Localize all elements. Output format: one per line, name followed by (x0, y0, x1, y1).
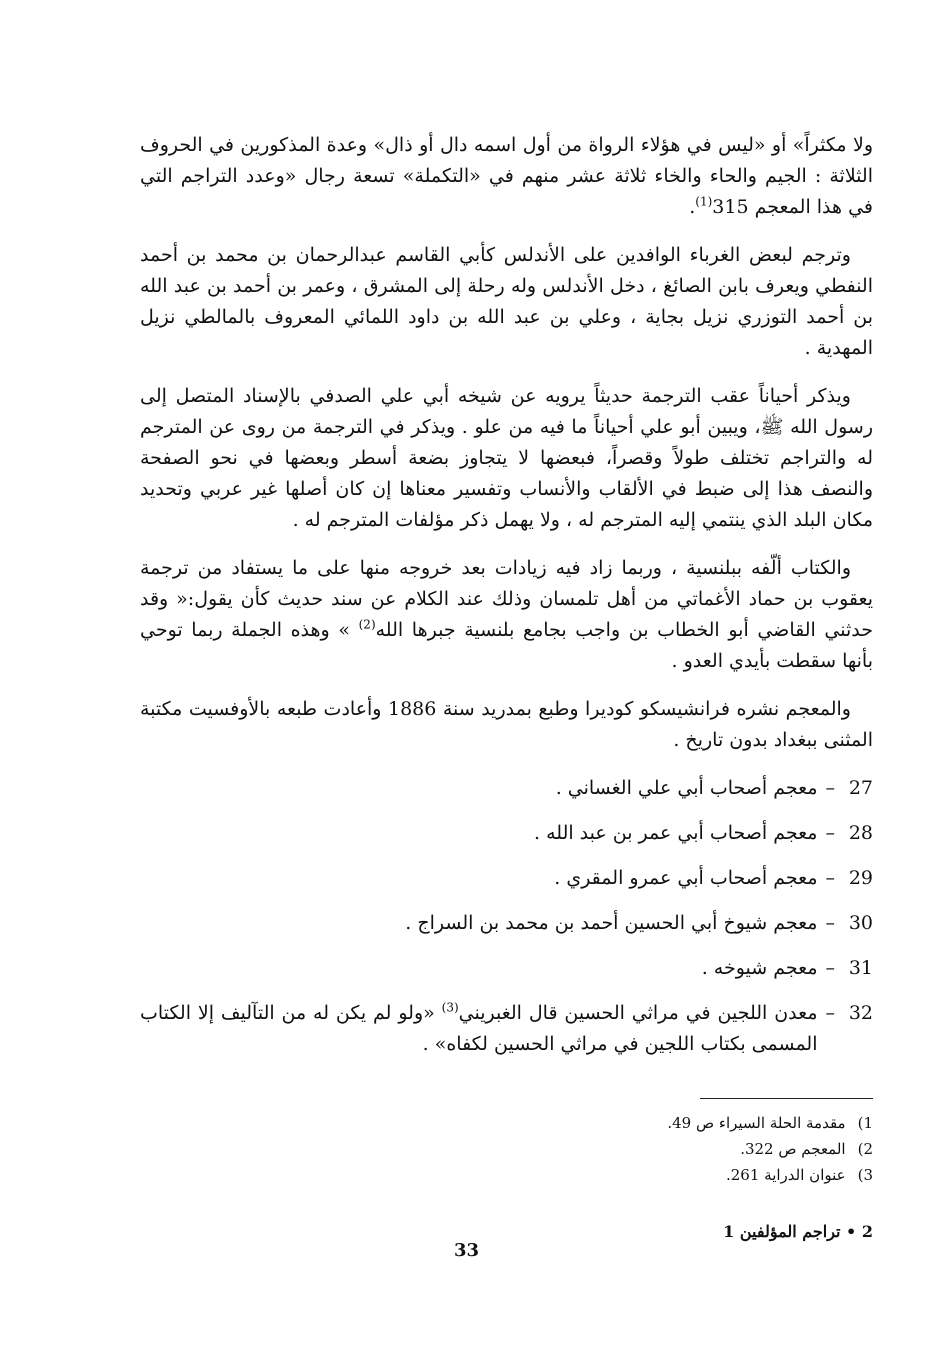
list-item (140, 818, 873, 849)
list-item (140, 908, 873, 939)
footnote-1 (540, 1110, 873, 1136)
paragraph-1: ولا مكثراً» أو «ليس في هؤلاء الرواة من أول اسمه دال أو ذال» وعدة المذكورين في الحروف الثلاثة : الجيم والحاء والخاء ثلاثة عشر منهم في «التكملة» تسعة رجال «وعدد التراجم التي في هذا المعجم 315$^{(1)}$. (140, 134, 873, 218)
list-item-dash: – (825, 912, 835, 934)
list-item-dash: – (825, 1002, 835, 1024)
list-item-dash: – (825, 957, 835, 979)
footnote-ref-1[interactable]: (1) (695, 194, 713, 209)
footnote-2 (540, 1136, 873, 1162)
footnote-ref-3[interactable]: (3) (441, 1000, 459, 1015)
signature-mark: 2 • تراجم المؤلفين 1 (723, 1222, 873, 1241)
paragraph-4: والكتاب ألّفه ببلنسية ، وربما زاد فيه زيادات بعد خروجه منها على ما يستفاد من ترجمة يعقوب بن حماد الأغماتي من أهل تلمسان وذلك عند الكلام عن سند حديث كأن يقول:« وقد حدثني القاضي أبو الخطاب بن واجب بجامع بلنسية جبرها الله$^{(2)}$ » وهذه الجملة ربما توحي بأنها سقطت بأيدي العدو . (140, 557, 873, 672)
list-item-text: معجم أصحاب أبي علي الغساني . (555, 777, 818, 799)
footnote-text: عنوان الدراية 261. (725, 1166, 846, 1184)
footnote-text: المعجم ص 322. (740, 1140, 846, 1158)
footnotes (540, 1110, 873, 1188)
list-item-number: 27 (848, 777, 873, 799)
footnote-number: 2) (857, 1140, 873, 1158)
list-item-number: 32 (848, 1002, 873, 1024)
paragraph-2: وترجم لبعض الغرباء الوافدين على الأندلس كأبي القاسم عبدالرحمان بن محمد بن أحمد النفطي ويعرف بابن الصائغ ، دخل الأندلس وله رحلة إلى المشرق ، وعمر بن أحمد بن عبد الله بن أحمد التوزري نزيل بجاية ، وعلي بن عبد الله بن داود اللمائي المعروف بالمالطي نزيل المهدية . (140, 244, 873, 359)
list-item-number: 31 (848, 957, 873, 979)
list-item-text: معجم شيوخ أبي الحسين أحمد بن محمد بن السراج . (405, 912, 818, 934)
footnote-text: مقدمة الحلة السيراء ص 49. (667, 1114, 846, 1132)
footnote-number: 3) (857, 1166, 873, 1184)
list-item (140, 863, 873, 894)
footnote-ref-2[interactable]: (2) (358, 617, 376, 632)
page-number: 33 (453, 1240, 480, 1261)
list-item-dash: – (825, 822, 835, 844)
list-item-dash: – (825, 867, 835, 889)
paragraph-3: ويذكر أحياناً عقب الترجمة حديثاً يرويه عن شيخه أبي علي الصدفي بالإسناد المتصل إلى رسول الله ﷺ، ويبين أبو علي أحياناً ما فيه من علو . ويذكر في الترجمة من روى عن المترجم له والتراجم تختلف طولاً وقصراً، فبعضها لا يتجاوز بضعة أسطر وبعضها في نحو الصفحة والنصف هذا إلى ضبط في الألقاب والأنساب وتفسير معناها إن كان أصلها غير عربي وتحديد مكان البلد الذي ينتمي إليه المترجم له ، ولا يهمل ذكر مؤلفات المترجم له . (140, 385, 873, 531)
body-text (140, 130, 873, 1074)
list-item (140, 953, 873, 984)
paragraph-5: والمعجم نشره فرانشيسكو كوديرا وطبع بمدريد سنة 1886 وأعادت طبعه بالأوفسيت مكتبة المثنى ببغداد بدون تاريخ . (140, 698, 873, 751)
list-item-number: 28 (848, 822, 873, 844)
numbered-list (140, 773, 873, 1060)
list-item-text: معجم شيوخه . (701, 957, 818, 979)
list-item-number: 29 (848, 867, 873, 889)
list-item-dash: – (825, 777, 835, 799)
footnote-3 (540, 1162, 873, 1188)
footnote-divider (700, 1098, 873, 1099)
footnote-number: 1) (857, 1114, 873, 1132)
list-item-text: معدن اللجين في مراثي الحسين قال الغبريني$^{(3)}$ «ولو لم يكن له من التآليف إلا الكتاب المسمى بكتاب اللجين في مراثي الحسين لكفاه» . (140, 1000, 818, 1055)
list-item (140, 773, 873, 804)
list-item (140, 998, 873, 1060)
list-item-number: 30 (848, 912, 873, 934)
list-item-text: معجم أصحاب أبي عمرو المقري . (554, 867, 818, 889)
list-item-text: معجم أصحاب أبي عمر بن عبد الله . (534, 822, 818, 844)
